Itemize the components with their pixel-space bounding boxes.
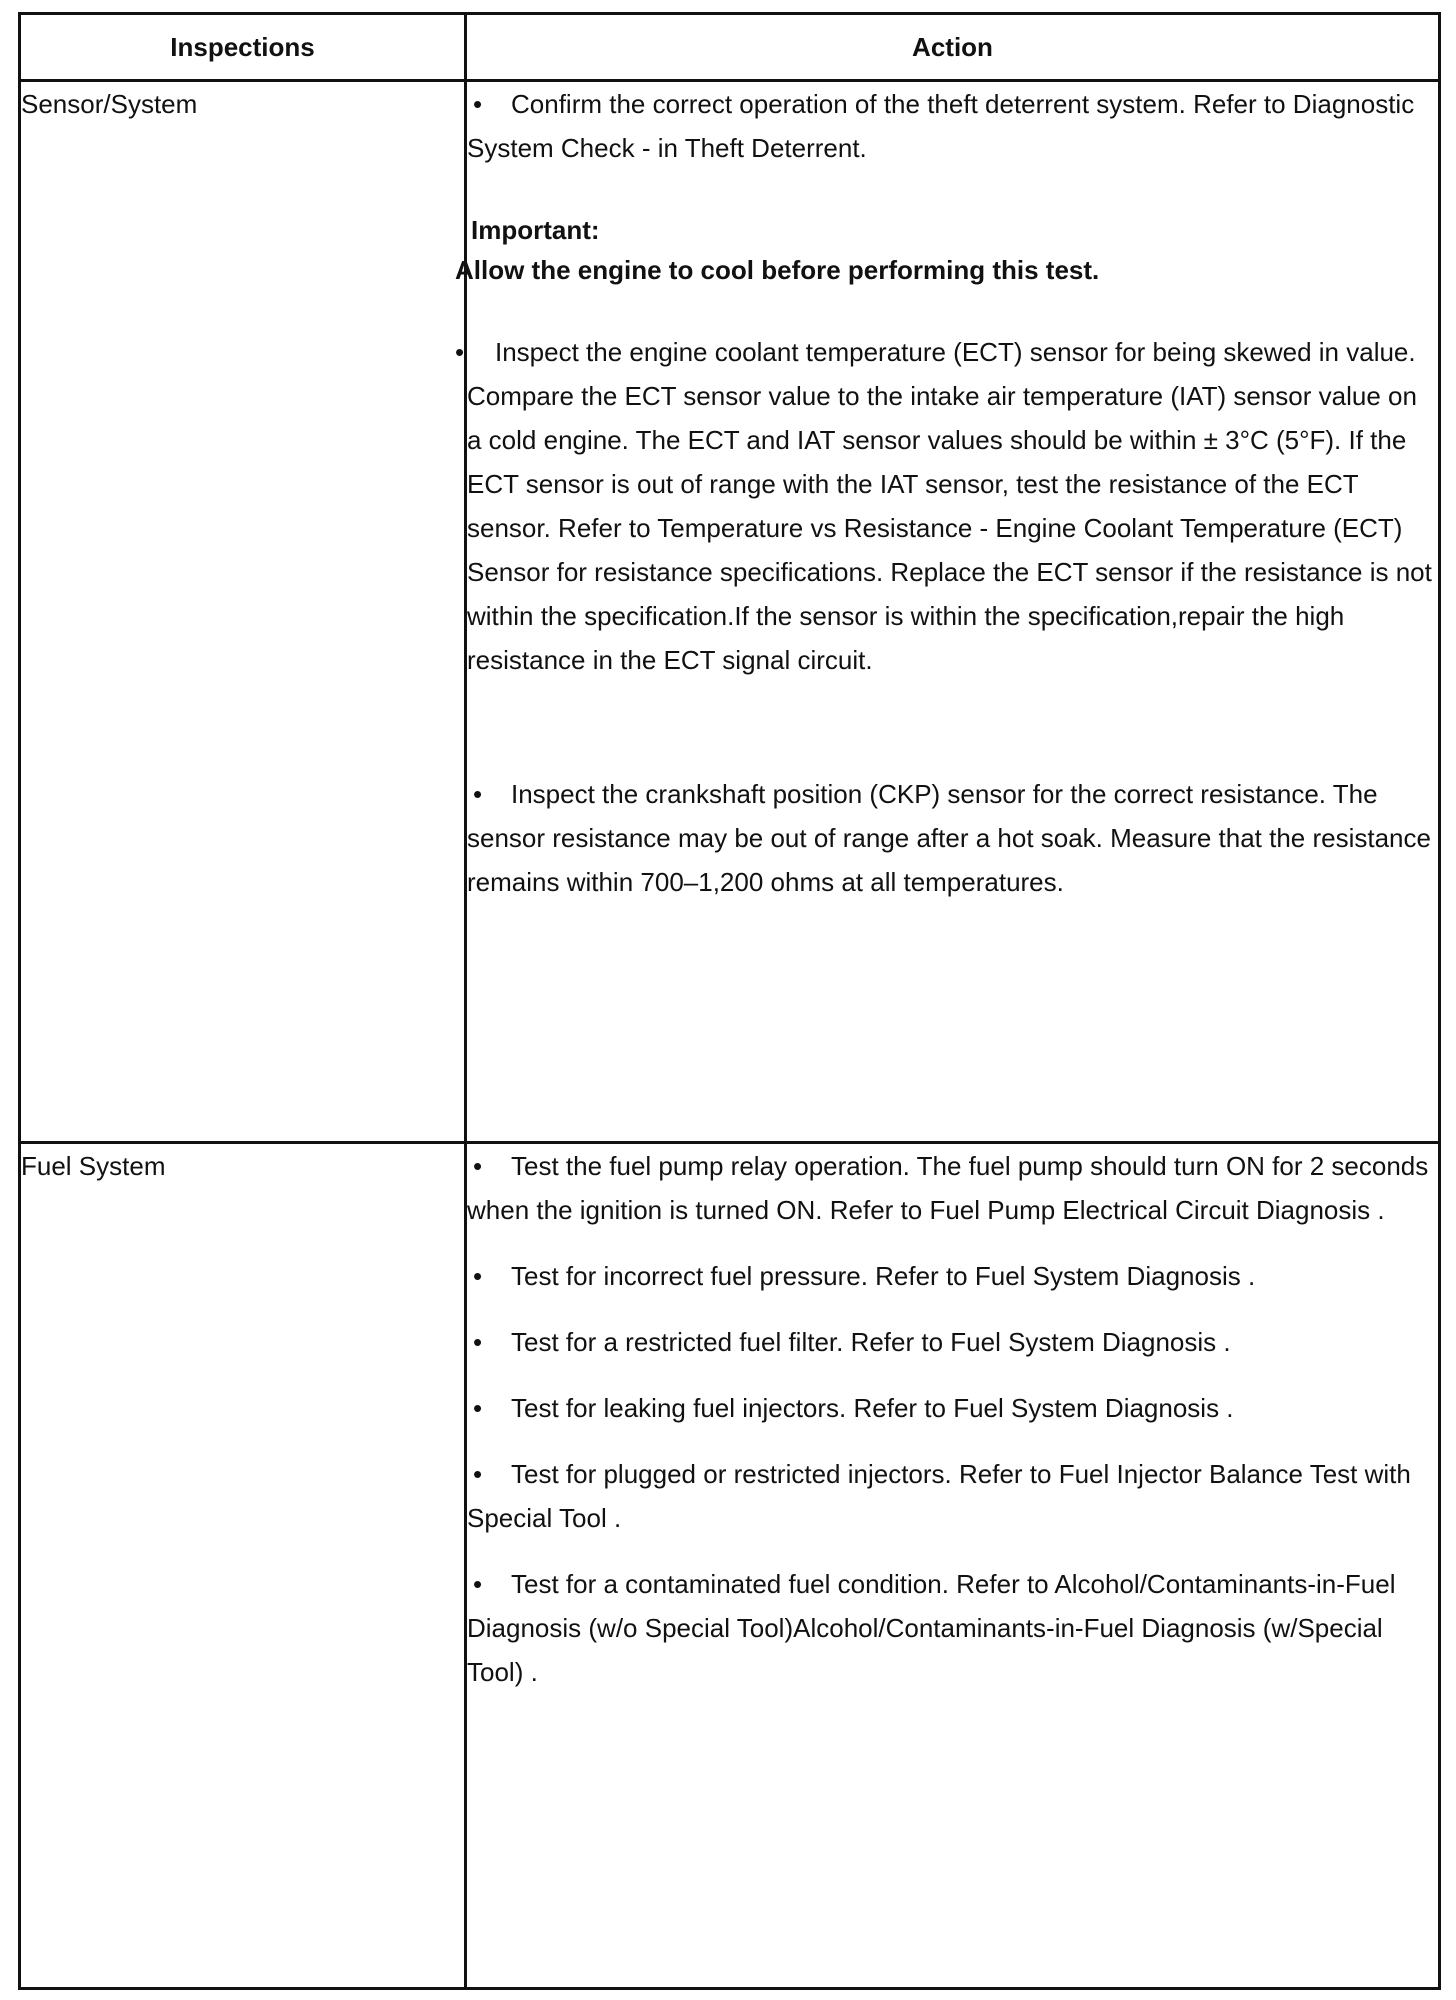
action-bullet	[467, 1452, 1438, 1540]
spacer	[467, 682, 1438, 772]
action-bullet	[467, 82, 1438, 170]
bullet-icon: •	[473, 1569, 483, 1600]
table-header-row	[20, 14, 1440, 81]
action-bullet	[467, 1320, 1438, 1364]
inspection-cell: Sensor/System	[20, 81, 466, 1143]
spacer	[467, 1430, 1438, 1452]
important-label: Important:	[471, 215, 600, 245]
action-bullet	[467, 1254, 1438, 1298]
action-bullet-text: Test for a restricted fuel filter. Refer to Fuel System Diagnosis .	[511, 1327, 1231, 1358]
spacer	[467, 1298, 1438, 1320]
action-bullet	[467, 1562, 1438, 1694]
inspection-action-table	[18, 12, 1441, 1990]
header-action: Action	[466, 14, 1440, 81]
spacer	[467, 1364, 1438, 1386]
bullet-icon: •	[473, 1327, 483, 1358]
action-bullet	[467, 1144, 1438, 1232]
action-cell	[466, 1143, 1440, 1989]
action-bullet-text: Test for leaking fuel injectors. Refer to Fuel System Diagnosis .	[511, 1393, 1234, 1424]
inspection-cell: Fuel System	[20, 1143, 466, 1989]
action-bullet-text: Test for incorrect fuel pressure. Refer to Fuel System Diagnosis .	[511, 1261, 1256, 1292]
bullet-icon: •	[455, 337, 465, 367]
important-note: Allow the engine to cool before performing this test.	[455, 255, 1100, 285]
action-bullet	[455, 330, 1438, 682]
action-bullet	[467, 772, 1438, 904]
action-bullet-text: Inspect the crankshaft position (CKP) sensor for the correct resistance. The sensor resistance may be out of range after a hot soak. Measure that the resistance remains within 700–1,200 ohms at all temperatures.	[467, 779, 1431, 897]
bullet-icon: •	[473, 1459, 483, 1490]
header-inspections: Inspections	[20, 14, 466, 81]
action-bullet-text: Test for a contaminated fuel condition. Refer to Alcohol/Contaminants-in-Fuel Diagnosis (w/o Special Tool)Alcohol/Contaminants-in-Fuel Diagnosis (w/Special Tool) .	[467, 1569, 1396, 1688]
table-row-sensor-system	[20, 81, 1440, 1143]
spacer	[467, 1540, 1438, 1562]
action-bullet-text: Test for plugged or restricted injectors. Refer to Fuel Injector Balance Test with Special Tool .	[467, 1459, 1411, 1534]
bullet-icon: •	[473, 779, 483, 809]
spacer	[467, 170, 1438, 210]
bullet-icon: •	[473, 1393, 483, 1424]
action-cell	[455, 81, 1440, 1143]
bullet-icon: •	[473, 1261, 483, 1292]
spacer	[467, 1232, 1438, 1254]
action-bullet-text: Test the fuel pump relay operation. The fuel pump should turn ON for 2 seconds when the ignition is turned ON. Refer to Fuel Pump Electrical Circuit Diagnosis .	[467, 1151, 1429, 1226]
bullet-icon: •	[473, 89, 483, 119]
action-bullet	[467, 1386, 1438, 1430]
bullet-icon: •	[473, 1151, 483, 1182]
action-bullet-text: Confirm the correct operation of the theft deterrent system. Refer to Diagnostic System Check - in Theft Deterrent.	[467, 89, 1415, 163]
action-bullet-text: Inspect the engine coolant temperature (ECT) sensor for being skewed in value. Compare the ECT sensor value to the intake air temperature (IAT) sensor value on a cold engine. The ECT and IAT sensor values should be within ± 3°C (5°F). If the ECT sensor is out of range with the IAT sensor, test the resistance of the ECT sensor. Refer to Temperature vs Resistance - Engine Coolant Temperature (ECT) Sensor for resistance specifications. Replace the ECT sensor if the resistance is not within the specification.If the sensor is within the specification,repair the high resistance in the ECT signal circuit.	[467, 337, 1432, 675]
table-row-fuel-system	[20, 1143, 1440, 1989]
spacer	[467, 290, 1438, 330]
inspection-table-sheet	[18, 12, 1438, 1990]
